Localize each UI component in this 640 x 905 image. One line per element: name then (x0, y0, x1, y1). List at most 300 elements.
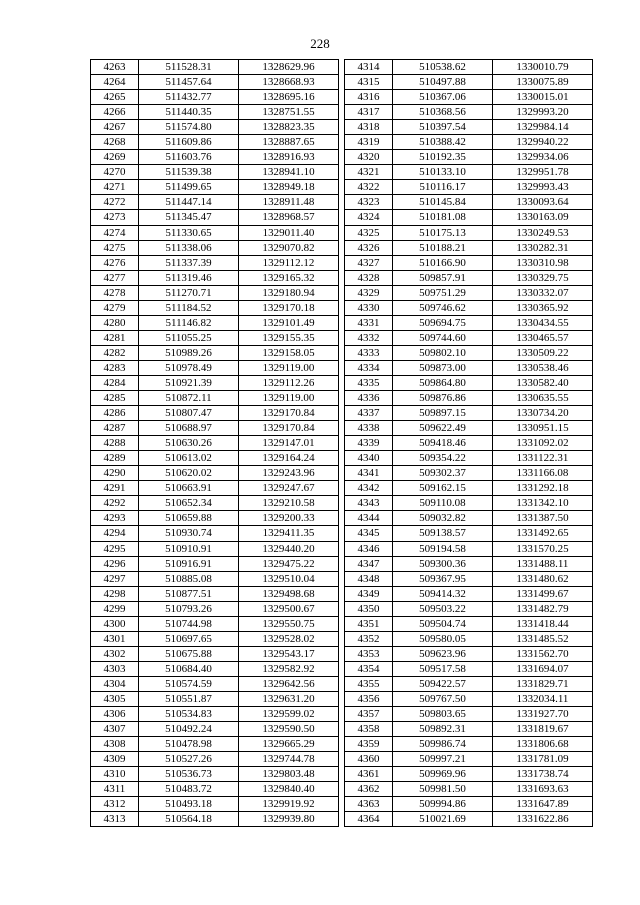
point-number-cell: 4278 (91, 285, 139, 300)
y-coordinate-cell: 1328668.93 (239, 75, 339, 90)
y-coordinate-cell: 1329590.50 (239, 722, 339, 737)
point-number-cell: 4267 (91, 120, 139, 135)
table-row (91, 556, 339, 571)
x-coordinate-cell: 509694.75 (393, 315, 493, 330)
table-row (345, 466, 593, 481)
table-row (91, 135, 339, 150)
table-row (345, 676, 593, 691)
point-number-cell: 4344 (345, 511, 393, 526)
point-number-cell: 4297 (91, 571, 139, 586)
y-coordinate-cell: 1331694.07 (493, 661, 593, 676)
y-coordinate-cell: 1329011.40 (239, 225, 339, 240)
y-coordinate-cell: 1329180.94 (239, 285, 339, 300)
point-number-cell: 4265 (91, 90, 139, 105)
point-number-cell: 4270 (91, 165, 139, 180)
table-row (345, 631, 593, 646)
y-coordinate-cell: 1330635.55 (493, 391, 593, 406)
point-number-cell: 4356 (345, 691, 393, 706)
y-coordinate-cell: 1331781.09 (493, 752, 593, 767)
point-number-cell: 4307 (91, 722, 139, 737)
y-coordinate-cell: 1330509.22 (493, 345, 593, 360)
point-number-cell: 4310 (91, 767, 139, 782)
table-row (345, 421, 593, 436)
point-number-cell: 4306 (91, 707, 139, 722)
y-coordinate-cell: 1332034.11 (493, 691, 593, 706)
table-row (345, 240, 593, 255)
point-number-cell: 4271 (91, 180, 139, 195)
point-number-cell: 4325 (345, 225, 393, 240)
y-coordinate-cell: 1329642.56 (239, 676, 339, 691)
point-number-cell: 4342 (345, 481, 393, 496)
table-row (91, 646, 339, 661)
x-coordinate-cell: 511337.39 (139, 255, 239, 270)
x-coordinate-cell: 511440.35 (139, 105, 239, 120)
table-row (345, 691, 593, 706)
point-number-cell: 4288 (91, 436, 139, 451)
x-coordinate-cell: 509414.32 (393, 586, 493, 601)
x-coordinate-cell: 511270.71 (139, 285, 239, 300)
point-number-cell: 4275 (91, 240, 139, 255)
y-coordinate-cell: 1330075.89 (493, 75, 593, 90)
x-coordinate-cell: 510684.40 (139, 661, 239, 676)
table-row (345, 300, 593, 315)
point-number-cell: 4276 (91, 255, 139, 270)
x-coordinate-cell: 510574.59 (139, 676, 239, 691)
point-number-cell: 4317 (345, 105, 393, 120)
y-coordinate-cell: 1329984.14 (493, 120, 593, 135)
table-row (345, 601, 593, 616)
table-row (345, 345, 593, 360)
y-coordinate-cell: 1329112.12 (239, 255, 339, 270)
point-number-cell: 4357 (345, 707, 393, 722)
x-coordinate-cell: 510663.91 (139, 481, 239, 496)
x-coordinate-cell: 510744.98 (139, 616, 239, 631)
y-coordinate-cell: 1329550.75 (239, 616, 339, 631)
x-coordinate-cell: 510989.26 (139, 345, 239, 360)
table-row (345, 661, 593, 676)
x-coordinate-cell: 509803.65 (393, 707, 493, 722)
table-row (91, 616, 339, 631)
x-coordinate-cell: 511499.65 (139, 180, 239, 195)
point-number-cell: 4343 (345, 496, 393, 511)
y-coordinate-cell: 1331482.79 (493, 601, 593, 616)
point-number-cell: 4287 (91, 421, 139, 436)
table-row (91, 75, 339, 90)
point-number-cell: 4349 (345, 586, 393, 601)
point-number-cell: 4311 (91, 782, 139, 797)
table-row (91, 631, 339, 646)
point-number-cell: 4364 (345, 812, 393, 827)
table-row (345, 616, 593, 631)
table-row (345, 481, 593, 496)
point-number-cell: 4351 (345, 616, 393, 631)
x-coordinate-cell: 511574.80 (139, 120, 239, 135)
y-coordinate-cell: 1329993.20 (493, 105, 593, 120)
x-coordinate-cell: 509994.86 (393, 797, 493, 812)
table-row (91, 60, 339, 75)
x-coordinate-cell: 510807.47 (139, 406, 239, 421)
y-coordinate-cell: 1329744.78 (239, 752, 339, 767)
x-coordinate-cell: 509744.60 (393, 330, 493, 345)
x-coordinate-cell: 510497.88 (393, 75, 493, 90)
y-coordinate-cell: 1329543.17 (239, 646, 339, 661)
y-coordinate-cell: 1331166.08 (493, 466, 593, 481)
point-number-cell: 4333 (345, 345, 393, 360)
point-number-cell: 4281 (91, 330, 139, 345)
table-row (345, 406, 593, 421)
point-number-cell: 4347 (345, 556, 393, 571)
point-number-cell: 4336 (345, 391, 393, 406)
point-number-cell: 4321 (345, 165, 393, 180)
table-row (91, 195, 339, 210)
y-coordinate-cell: 1330010.79 (493, 60, 593, 75)
y-coordinate-cell: 1331499.67 (493, 586, 593, 601)
y-coordinate-cell: 1329158.05 (239, 345, 339, 360)
point-number-cell: 4312 (91, 797, 139, 812)
table-row (345, 375, 593, 390)
table-row (91, 707, 339, 722)
x-coordinate-cell: 510930.74 (139, 526, 239, 541)
x-coordinate-cell: 511330.65 (139, 225, 239, 240)
x-coordinate-cell: 509997.21 (393, 752, 493, 767)
point-number-cell: 4354 (345, 661, 393, 676)
x-coordinate-cell: 510483.72 (139, 782, 239, 797)
x-coordinate-cell: 510688.97 (139, 421, 239, 436)
x-coordinate-cell: 509300.36 (393, 556, 493, 571)
point-number-cell: 4301 (91, 631, 139, 646)
table-row (345, 436, 593, 451)
y-coordinate-cell: 1331647.89 (493, 797, 593, 812)
point-number-cell: 4294 (91, 526, 139, 541)
table-row (345, 812, 593, 827)
table-row (91, 375, 339, 390)
table-row (345, 752, 593, 767)
x-coordinate-cell: 509032.82 (393, 511, 493, 526)
y-coordinate-cell: 1330282.31 (493, 240, 593, 255)
y-coordinate-cell: 1330465.57 (493, 330, 593, 345)
x-coordinate-cell: 509503.22 (393, 601, 493, 616)
table-row (91, 511, 339, 526)
point-number-cell: 4313 (91, 812, 139, 827)
y-coordinate-cell: 1328911.48 (239, 195, 339, 210)
y-coordinate-cell: 1331819.67 (493, 722, 593, 737)
point-number-cell: 4289 (91, 451, 139, 466)
point-number-cell: 4277 (91, 270, 139, 285)
x-coordinate-cell: 510368.56 (393, 105, 493, 120)
y-coordinate-cell: 1329119.00 (239, 391, 339, 406)
x-coordinate-cell: 511539.38 (139, 165, 239, 180)
x-coordinate-cell: 510181.08 (393, 210, 493, 225)
x-coordinate-cell: 510367.06 (393, 90, 493, 105)
y-coordinate-cell: 1331485.52 (493, 631, 593, 646)
table-row (91, 300, 339, 315)
table-row (345, 511, 593, 526)
x-coordinate-cell: 510978.49 (139, 360, 239, 375)
x-coordinate-cell: 509864.80 (393, 375, 493, 390)
table-row (345, 315, 593, 330)
x-coordinate-cell: 509504.74 (393, 616, 493, 631)
x-coordinate-cell: 509876.86 (393, 391, 493, 406)
y-coordinate-cell: 1329919.92 (239, 797, 339, 812)
x-coordinate-cell: 509110.08 (393, 496, 493, 511)
y-coordinate-cell: 1329582.92 (239, 661, 339, 676)
point-number-cell: 4284 (91, 375, 139, 390)
table-row (91, 255, 339, 270)
x-coordinate-cell: 511055.25 (139, 330, 239, 345)
point-number-cell: 4330 (345, 300, 393, 315)
point-number-cell: 4363 (345, 797, 393, 812)
y-coordinate-cell: 1331387.50 (493, 511, 593, 526)
x-coordinate-cell: 510620.02 (139, 466, 239, 481)
x-coordinate-cell: 511184.52 (139, 300, 239, 315)
point-number-cell: 4300 (91, 616, 139, 631)
x-coordinate-cell: 509746.62 (393, 300, 493, 315)
y-coordinate-cell: 1329170.84 (239, 421, 339, 436)
point-number-cell: 4316 (345, 90, 393, 105)
table-row (345, 150, 593, 165)
table-row (345, 90, 593, 105)
y-coordinate-cell: 1329165.32 (239, 270, 339, 285)
x-coordinate-cell: 510793.26 (139, 601, 239, 616)
point-number-cell: 4338 (345, 421, 393, 436)
point-number-cell: 4326 (345, 240, 393, 255)
table-row (345, 225, 593, 240)
y-coordinate-cell: 1329939.80 (239, 812, 339, 827)
y-coordinate-cell: 1331570.25 (493, 541, 593, 556)
x-coordinate-cell: 511338.06 (139, 240, 239, 255)
table-row (345, 210, 593, 225)
y-coordinate-cell: 1329119.00 (239, 360, 339, 375)
table-row (91, 421, 339, 436)
y-coordinate-cell: 1328751.55 (239, 105, 339, 120)
table-row (91, 812, 339, 827)
table-row (345, 165, 593, 180)
y-coordinate-cell: 1328823.35 (239, 120, 339, 135)
x-coordinate-cell: 510175.13 (393, 225, 493, 240)
table-row (345, 360, 593, 375)
point-number-cell: 4323 (345, 195, 393, 210)
point-number-cell: 4292 (91, 496, 139, 511)
point-number-cell: 4291 (91, 481, 139, 496)
point-number-cell: 4273 (91, 210, 139, 225)
table-row (345, 391, 593, 406)
x-coordinate-cell: 511319.46 (139, 270, 239, 285)
y-coordinate-cell: 1330434.55 (493, 315, 593, 330)
x-coordinate-cell: 510492.24 (139, 722, 239, 737)
y-coordinate-cell: 1329993.43 (493, 180, 593, 195)
point-number-cell: 4272 (91, 195, 139, 210)
point-number-cell: 4298 (91, 586, 139, 601)
point-number-cell: 4290 (91, 466, 139, 481)
point-number-cell: 4358 (345, 722, 393, 737)
x-coordinate-cell: 510192.35 (393, 150, 493, 165)
point-number-cell: 4339 (345, 436, 393, 451)
x-coordinate-cell: 509857.91 (393, 270, 493, 285)
point-number-cell: 4320 (345, 150, 393, 165)
table-row (345, 180, 593, 195)
point-number-cell: 4350 (345, 601, 393, 616)
y-coordinate-cell: 1329475.22 (239, 556, 339, 571)
y-coordinate-cell: 1330332.07 (493, 285, 593, 300)
x-coordinate-cell: 511603.76 (139, 150, 239, 165)
y-coordinate-cell: 1329440.20 (239, 541, 339, 556)
point-number-cell: 4337 (345, 406, 393, 421)
x-coordinate-cell: 510659.88 (139, 511, 239, 526)
table-row (345, 120, 593, 135)
x-coordinate-cell: 509969.96 (393, 767, 493, 782)
x-coordinate-cell: 511447.14 (139, 195, 239, 210)
table-row (345, 135, 593, 150)
y-coordinate-cell: 1329498.68 (239, 586, 339, 601)
x-coordinate-cell: 509981.50 (393, 782, 493, 797)
table-row (91, 120, 339, 135)
y-coordinate-cell: 1328941.10 (239, 165, 339, 180)
table-row (345, 255, 593, 270)
table-row (91, 752, 339, 767)
table-row (345, 496, 593, 511)
table-row (345, 451, 593, 466)
table-row (91, 105, 339, 120)
x-coordinate-cell: 509517.58 (393, 661, 493, 676)
point-number-cell: 4304 (91, 676, 139, 691)
x-coordinate-cell: 509194.58 (393, 541, 493, 556)
point-number-cell: 4355 (345, 676, 393, 691)
table-row (91, 691, 339, 706)
table-row (91, 330, 339, 345)
table-row (345, 646, 593, 661)
y-coordinate-cell: 1331927.70 (493, 707, 593, 722)
table-row (91, 797, 339, 812)
x-coordinate-cell: 510630.26 (139, 436, 239, 451)
point-number-cell: 4361 (345, 767, 393, 782)
point-number-cell: 4263 (91, 60, 139, 75)
point-number-cell: 4266 (91, 105, 139, 120)
y-coordinate-cell: 1331480.62 (493, 571, 593, 586)
y-coordinate-cell: 1329599.02 (239, 707, 339, 722)
y-coordinate-cell: 1329155.35 (239, 330, 339, 345)
y-coordinate-cell: 1331122.31 (493, 451, 593, 466)
y-coordinate-cell: 1329170.18 (239, 300, 339, 315)
table-row (345, 270, 593, 285)
y-coordinate-cell: 1331829.71 (493, 676, 593, 691)
point-number-cell: 4282 (91, 345, 139, 360)
table-row (91, 150, 339, 165)
x-coordinate-cell: 510188.21 (393, 240, 493, 255)
y-coordinate-cell: 1330015.01 (493, 90, 593, 105)
x-coordinate-cell: 510145.84 (393, 195, 493, 210)
coordinates-table-right (344, 59, 593, 827)
point-number-cell: 4318 (345, 120, 393, 135)
table-row (91, 285, 339, 300)
table-row (345, 556, 593, 571)
table-row (91, 661, 339, 676)
y-coordinate-cell: 1329070.82 (239, 240, 339, 255)
table-row (345, 75, 593, 90)
table-row (91, 180, 339, 195)
x-coordinate-cell: 510697.65 (139, 631, 239, 646)
point-number-cell: 4299 (91, 601, 139, 616)
point-number-cell: 4346 (345, 541, 393, 556)
point-number-cell: 4286 (91, 406, 139, 421)
point-number-cell: 4293 (91, 511, 139, 526)
x-coordinate-cell: 509873.00 (393, 360, 493, 375)
x-coordinate-cell: 511528.31 (139, 60, 239, 75)
point-number-cell: 4335 (345, 375, 393, 390)
table-row (91, 601, 339, 616)
x-coordinate-cell: 510652.34 (139, 496, 239, 511)
table-row (91, 737, 339, 752)
table-row (345, 105, 593, 120)
point-number-cell: 4359 (345, 737, 393, 752)
point-number-cell: 4308 (91, 737, 139, 752)
point-number-cell: 4279 (91, 300, 139, 315)
point-number-cell: 4268 (91, 135, 139, 150)
table-row (91, 240, 339, 255)
y-coordinate-cell: 1329147.01 (239, 436, 339, 451)
point-number-cell: 4341 (345, 466, 393, 481)
y-coordinate-cell: 1329247.67 (239, 481, 339, 496)
y-coordinate-cell: 1331492.65 (493, 526, 593, 541)
y-coordinate-cell: 1329112.26 (239, 375, 339, 390)
x-coordinate-cell: 510877.51 (139, 586, 239, 601)
table-row (91, 451, 339, 466)
table-row (91, 722, 339, 737)
y-coordinate-cell: 1329101.49 (239, 315, 339, 330)
point-number-cell: 4302 (91, 646, 139, 661)
table-row (345, 541, 593, 556)
point-number-cell: 4332 (345, 330, 393, 345)
y-coordinate-cell: 1328887.65 (239, 135, 339, 150)
x-coordinate-cell: 511345.47 (139, 210, 239, 225)
table-row (91, 165, 339, 180)
x-coordinate-cell: 511609.86 (139, 135, 239, 150)
x-coordinate-cell: 510538.62 (393, 60, 493, 75)
table-row (91, 90, 339, 105)
x-coordinate-cell: 509622.49 (393, 421, 493, 436)
point-number-cell: 4324 (345, 210, 393, 225)
point-number-cell: 4295 (91, 541, 139, 556)
table-row (91, 225, 339, 240)
y-coordinate-cell: 1330365.92 (493, 300, 593, 315)
point-number-cell: 4328 (345, 270, 393, 285)
point-number-cell: 4309 (91, 752, 139, 767)
y-coordinate-cell: 1329170.84 (239, 406, 339, 421)
table-row (91, 391, 339, 406)
table-row (91, 210, 339, 225)
x-coordinate-cell: 510910.91 (139, 541, 239, 556)
point-number-cell: 4283 (91, 360, 139, 375)
point-number-cell: 4329 (345, 285, 393, 300)
y-coordinate-cell: 1329200.33 (239, 511, 339, 526)
y-coordinate-cell: 1329665.29 (239, 737, 339, 752)
x-coordinate-cell: 511432.77 (139, 90, 239, 105)
y-coordinate-cell: 1330734.20 (493, 406, 593, 421)
x-coordinate-cell: 509751.29 (393, 285, 493, 300)
x-coordinate-cell: 510675.88 (139, 646, 239, 661)
x-coordinate-cell: 510133.10 (393, 165, 493, 180)
point-number-cell: 4327 (345, 255, 393, 270)
table-row (345, 767, 593, 782)
table-row (91, 270, 339, 285)
table-row (91, 481, 339, 496)
point-number-cell: 4315 (345, 75, 393, 90)
table-row (91, 526, 339, 541)
x-coordinate-cell: 510872.11 (139, 391, 239, 406)
table-row (91, 496, 339, 511)
point-number-cell: 4340 (345, 451, 393, 466)
x-coordinate-cell: 509354.22 (393, 451, 493, 466)
y-coordinate-cell: 1331738.74 (493, 767, 593, 782)
